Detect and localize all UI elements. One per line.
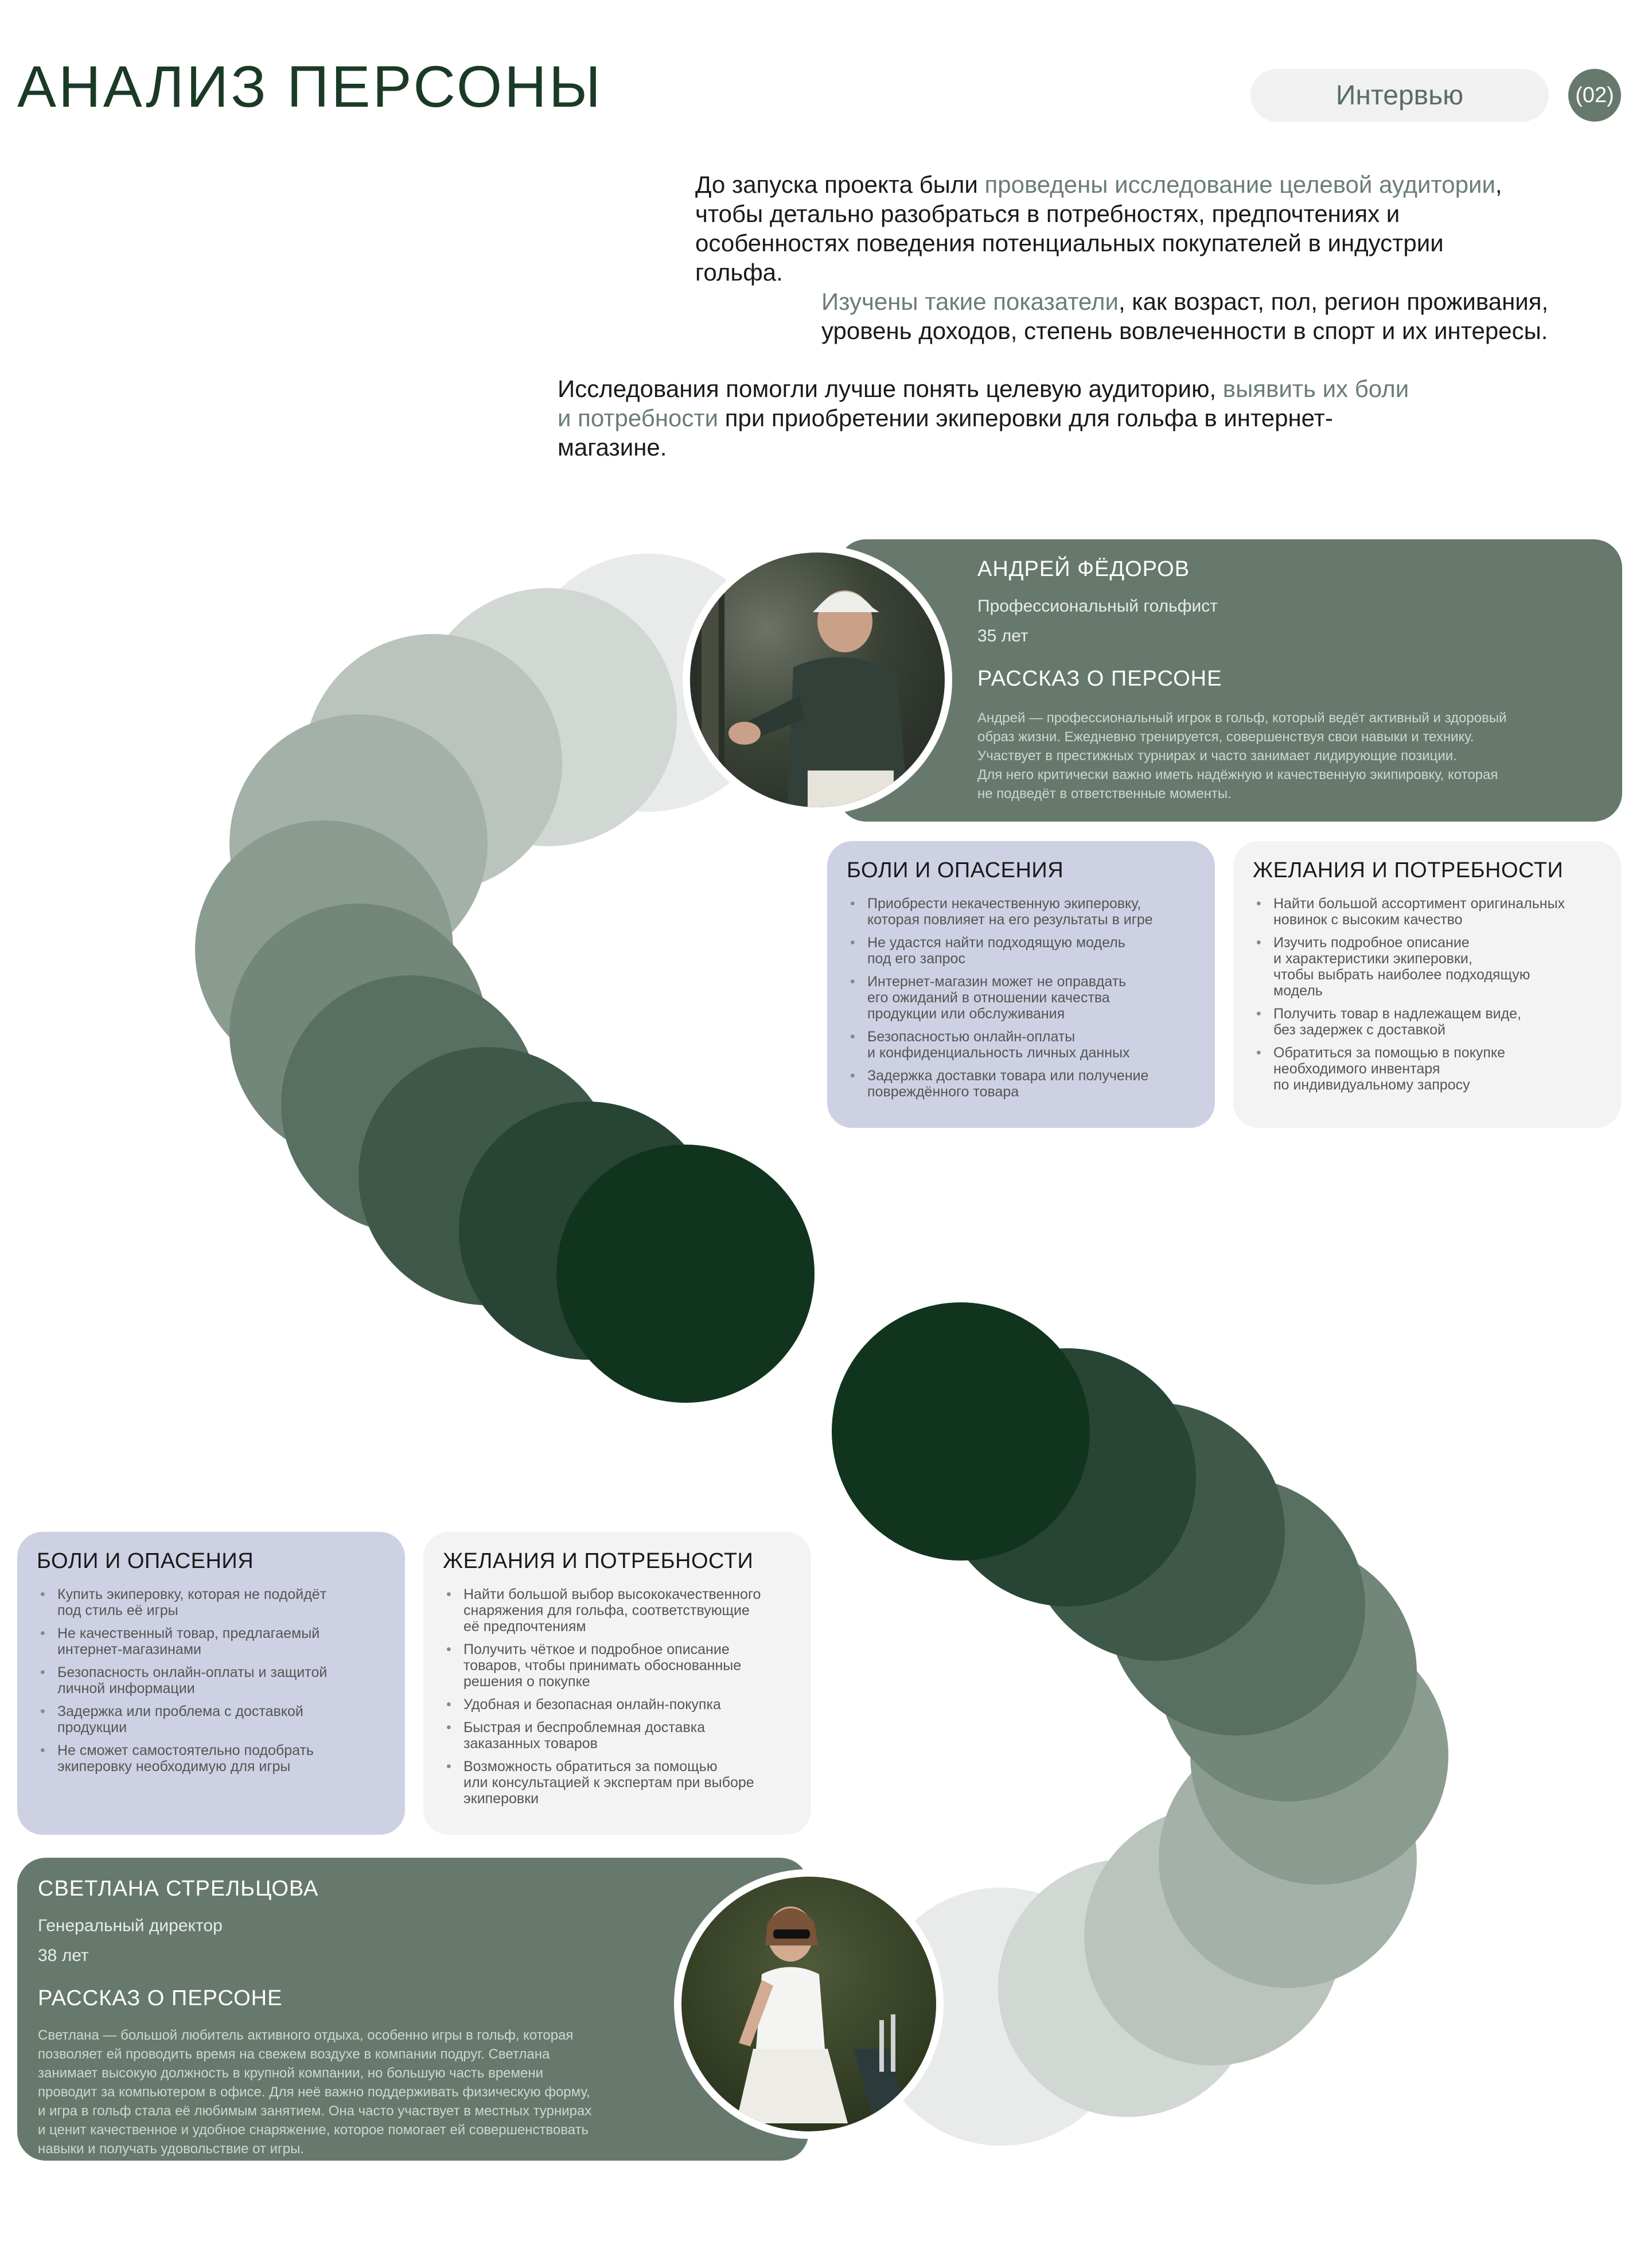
- tab-interview[interactable]: Интервью: [1250, 69, 1549, 122]
- list-item: • Найти большой выбор высококачественного снаряжения для гольфа, соответствующие её предпочтениям: [443, 1586, 792, 1635]
- persona-name: СВЕТЛАНА СТРЕЛЬЦОВА: [38, 1877, 319, 1901]
- intro-paragraph-2: [821, 287, 1624, 345]
- wants-title: ЖЕЛАНИЯ И ПОТРЕБНОСТИ: [443, 1549, 754, 1573]
- intro-highlight-text: проведены исследование целевой аудитории: [984, 171, 1495, 198]
- story-line: Участвует в престижных турнирах и часто занимает лидирующие позиции.: [977, 748, 1457, 764]
- wants-list: [443, 1586, 792, 1807]
- pains-list: [37, 1586, 385, 1775]
- intro-text: , чтобы детально разобраться в потребностях, предпочтениях и особенностях поведения потенциальных покупателей в индустрии гольфа.: [695, 171, 1502, 286]
- pains-card-andrey: [827, 841, 1215, 1128]
- intro-paragraph-1: [695, 170, 1504, 287]
- list-item: • Найти большой ассортимент оригинальных новинок с высоким качество: [1253, 896, 1602, 928]
- persona-age: 35 лет: [977, 626, 1028, 645]
- list-item: • Не качественный товар, предлагаемый интернет-магазинами: [37, 1625, 385, 1657]
- story-line: и ценит качественное и удобное снаряжение, которое помогает ей совершенствовать: [38, 2122, 589, 2138]
- intro-text: при приобретении экиперовки для гольфа в интернет-магазине.: [558, 404, 1333, 461]
- pains-title: БОЛИ И ОПАСЕНИЯ: [847, 858, 1064, 882]
- wants-card-andrey: [1233, 841, 1621, 1128]
- list-item: • Приобрести некачественную экиперовку, которая повлияет на его результаты в игре: [847, 896, 1195, 928]
- intro-text: Исследования помогли лучше понять целевую аудиторию,: [558, 375, 1223, 402]
- intro-highlight-text: выявить их боли и потребности: [558, 375, 1409, 431]
- list-item: • Получить товар в надлежащем виде, без задержек с доставкой: [1253, 1006, 1602, 1038]
- intro-paragraph-3: [558, 374, 1424, 462]
- list-item: • Купить экиперовку, которая не подойдёт под стиль её игры: [37, 1586, 385, 1618]
- story-line: Светлана — большой любитель активного отдыха, особенно игры в гольф, которая: [38, 2027, 574, 2043]
- story-line: образ жизни. Ежедневно тренируется, совершенствуя свои навыки и технику.: [977, 729, 1474, 745]
- persona-card-andrey: [837, 539, 1622, 822]
- golfer-man-illustration: [690, 552, 945, 807]
- list-item: • Интернет-магазин может не оправдать его ожиданий в отношении качества продукции или обслуживания: [847, 974, 1195, 1022]
- list-item: • Возможность обратиться за помощью или консультацией к экспертам при выборе экиперовки: [443, 1758, 792, 1807]
- persona-story-text: [38, 2026, 637, 2158]
- persona-story-title: РАССКАЗ О ПЕРСОНЕ: [38, 1986, 283, 2010]
- list-item: • Не удастся найти подходящую модель под его запрос: [847, 935, 1195, 967]
- wants-title: ЖЕЛАНИЯ И ПОТРЕБНОСТИ: [1253, 858, 1564, 882]
- persona-story-title: РАССКАЗ О ПЕРСОНЕ: [977, 666, 1222, 691]
- story-line: проводит за компьютером в офисе. Для неё важно поддерживать физическую форму,: [38, 2084, 590, 2100]
- list-item: • Обратиться за помощью в покупке необходимого инвентаря по индивидуальному запросу: [1253, 1045, 1602, 1093]
- persona-photo-frame-andrey: [683, 545, 952, 815]
- list-item: • Быстрая и беспроблемная доставка заказанных товаров: [443, 1719, 792, 1752]
- intro-text: До запуска проекта были: [695, 171, 985, 198]
- list-item: • Не сможет самостоятельно подобрать экиперовку необходимую для игры: [37, 1742, 385, 1775]
- persona-photo-frame-svetlana: [674, 1869, 944, 2139]
- persona-story-text: [977, 709, 1595, 803]
- pains-title: БОЛИ И ОПАСЕНИЯ: [37, 1549, 254, 1573]
- story-line: не подведёт в ответственные моменты.: [977, 785, 1232, 801]
- wants-card-svetlana: [423, 1532, 811, 1835]
- story-line: Андрей — профессиональный игрок в гольф, который ведёт активный и здоровый: [977, 710, 1507, 726]
- persona-role: Генеральный директор: [38, 1916, 223, 1935]
- ribbon-circle: [832, 1302, 1090, 1561]
- persona-photo-svetlana: [681, 1877, 936, 2131]
- wants-list: [1253, 896, 1602, 1093]
- pains-list: [847, 896, 1195, 1100]
- persona-role: Профессиональный гольфист: [977, 596, 1218, 616]
- story-line: навыки и получать удовольствие от игры.: [38, 2141, 304, 2157]
- list-item: • Безопасностью онлайн-оплаты и конфиденциальность личных данных: [847, 1029, 1195, 1061]
- story-line: и игра в гольф стала её любимым занятием. Она часто участвует в местных турнирах: [38, 2103, 592, 2119]
- list-item: • Безопасность онлайн-оплаты и защитой личной информации: [37, 1664, 385, 1697]
- page-number-badge: (02): [1568, 69, 1621, 122]
- persona-photo-andrey: [690, 552, 945, 807]
- pains-card-svetlana: [17, 1532, 405, 1835]
- persona-name: АНДРЕЙ ФЁДОРОВ: [977, 557, 1190, 581]
- list-item: • Задержка или проблема с доставкой продукции: [37, 1703, 385, 1736]
- story-line: Для него критически важно иметь надёжную и качественную экипировку, которая: [977, 766, 1498, 783]
- intro-text: , как возраст, пол, регион проживания, уровень доходов, степень вовлеченности в спорт и их интересы.: [821, 288, 1549, 344]
- intro-highlight-text: Изучены такие показатели: [821, 288, 1119, 315]
- persona-age: 38 лет: [38, 1945, 89, 1965]
- golfer-woman-illustration: [681, 1877, 936, 2131]
- list-item: • Получить чёткое и подробное описание товаров, чтобы принимать обоснованные решения о покупке: [443, 1641, 792, 1690]
- page-title: АНАЛИЗ ПЕРСОНЫ: [17, 54, 603, 119]
- list-item: • Изучить подробное описание и характеристики экиперовки, чтобы выбрать наиболее подходящую модель: [1253, 935, 1602, 999]
- story-line: позволяет ей проводить время на свежем воздухе в компании подруг. Светлана: [38, 2046, 550, 2062]
- story-line: занимает высокую должность в крупной компании, но большую часть времени: [38, 2065, 544, 2081]
- ribbon-circle: [556, 1145, 815, 1403]
- list-item: • Удобная и безопасная онлайн-покупка: [443, 1697, 792, 1713]
- list-item: • Задержка доставки товара или получение повреждённого товара: [847, 1068, 1195, 1100]
